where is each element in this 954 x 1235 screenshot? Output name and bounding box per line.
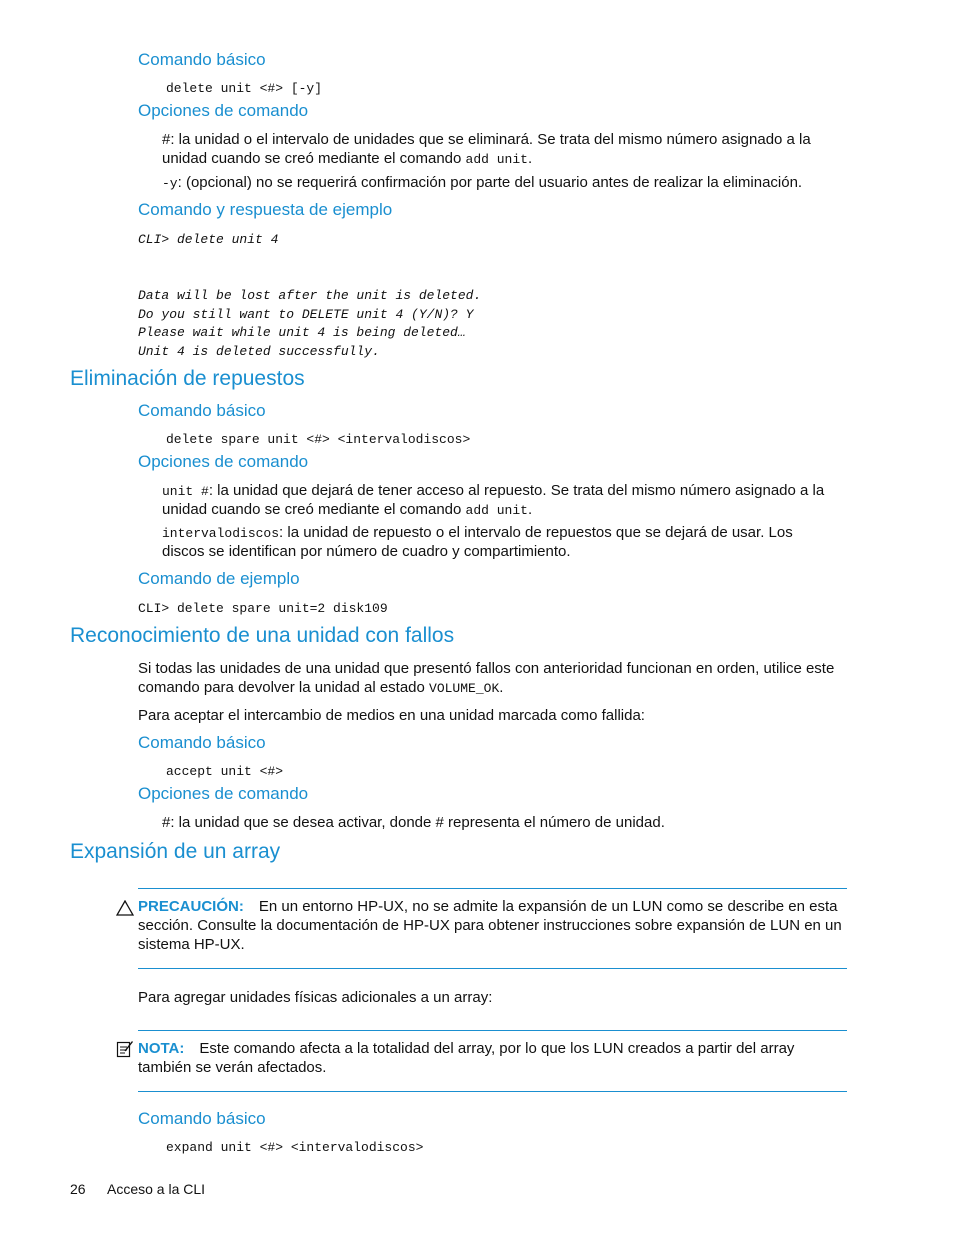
command-syntax-expand-unit: expand unit <#> <intervalodiscos> [166, 1140, 424, 1155]
caution-triangle-icon [116, 900, 134, 916]
subheading-comando-basico-3: Comando básico [138, 733, 266, 752]
option-y: -y: (opcional) no se requerirá confirmación por parte del usuario antes de realizar la eliminación. [162, 174, 803, 191]
subheading-comando-basico-1: Comando básico [138, 50, 266, 69]
subheading-opciones-1: Opciones de comando [138, 101, 309, 120]
paragraph-reconocimiento-line1: Si todas las unidades de una unidad que presentó fallos con anterioridad funcionan en orden, utilice este [138, 660, 835, 677]
caution-line1: PRECAUCIÓN: En un entorno HP-UX, no se admite la expansión de un LUN como se describe en esta [138, 898, 838, 915]
option-intervalodiscos-line1: intervalodiscos: la unidad de repuesto o el intervalo de repuestos que se dejará de usar. Los [162, 524, 793, 541]
example-command-delete-unit: CLI> delete unit 4 [138, 232, 279, 247]
caution-top-rule [138, 888, 847, 889]
caution-line3: sistema HP-UX. [138, 936, 245, 953]
option-unit-line1: unit #: la unidad que dejará de tener acceso al repuesto. Se trata del mismo número asignado a la [162, 482, 825, 499]
subheading-opciones-2: Opciones de comando [138, 452, 309, 471]
note-pad-icon [116, 1040, 134, 1058]
paragraph-aceptar-intercambio: Para aceptar el intercambio de medios en una unidad marcada como fallida: [138, 707, 645, 724]
paragraph-agregar-unidades: Para agregar unidades físicas adicionales a un array: [138, 989, 493, 1006]
footer-section-name: Acceso a la CLI [107, 1181, 206, 1197]
note-line2: también se verán afectados. [138, 1059, 327, 1076]
command-syntax-accept-unit: accept unit <#> [166, 764, 284, 779]
response-line-1: Data will be lost after the unit is deleted. [138, 288, 482, 303]
option-unit-line2: unidad cuando se creó mediante el comando add unit. [162, 501, 533, 518]
subheading-comando-basico-2: Comando básico [138, 401, 266, 420]
subheading-comando-respuesta-ejemplo: Comando y respuesta de ejemplo [138, 200, 393, 219]
option-hash-accept: #: la unidad que se desea activar, donde # representa el número de unidad. [162, 814, 665, 831]
note-line1: NOTA: Este comando afecta a la totalidad del array, por lo que los LUN creados a partir del array [138, 1040, 795, 1057]
command-syntax-delete-spare: delete spare unit <#> <intervalodiscos> [166, 432, 471, 447]
caution-bottom-rule [138, 968, 847, 969]
example-command-delete-spare: CLI> delete spare unit=2 disk109 [138, 601, 388, 616]
subheading-opciones-3: Opciones de comando [138, 784, 309, 803]
subheading-comando-basico-4: Comando básico [138, 1109, 266, 1128]
command-syntax-delete-unit: delete unit <#> [-y] [166, 81, 323, 96]
response-line-2: Do you still want to DELETE unit 4 (Y/N)? Y [138, 307, 474, 322]
caution-line2: sección. Consulte la documentación de HP-UX para obtener instrucciones sobre expansión de LUN en un [138, 917, 842, 934]
section-title-expansion: Expansión de un array [70, 840, 281, 863]
note-top-rule [138, 1030, 847, 1031]
note-bottom-rule [138, 1091, 847, 1092]
subheading-comando-ejemplo: Comando de ejemplo [138, 569, 300, 588]
option-hash-line1: #: la unidad o el intervalo de unidades que se eliminará. Se trata del mismo número asignado a la [162, 131, 811, 148]
option-hash-line2: unidad cuando se creó mediante el comando add unit. [162, 150, 533, 167]
footer-page-number: 26 [70, 1181, 86, 1197]
section-title-reconocimiento: Reconocimiento de una unidad con fallos [70, 624, 455, 647]
option-intervalodiscos-line2: discos se identifican por número de cuadro y compartimiento. [162, 543, 571, 560]
response-line-3: Please wait while unit 4 is being deleted… [138, 325, 466, 340]
paragraph-reconocimiento-line2: comando para devolver la unidad al estado VOLUME_OK. [138, 679, 504, 696]
response-line-4: Unit 4 is deleted successfully. [138, 344, 380, 359]
section-title-eliminacion-repuestos: Eliminación de repuestos [70, 367, 305, 390]
